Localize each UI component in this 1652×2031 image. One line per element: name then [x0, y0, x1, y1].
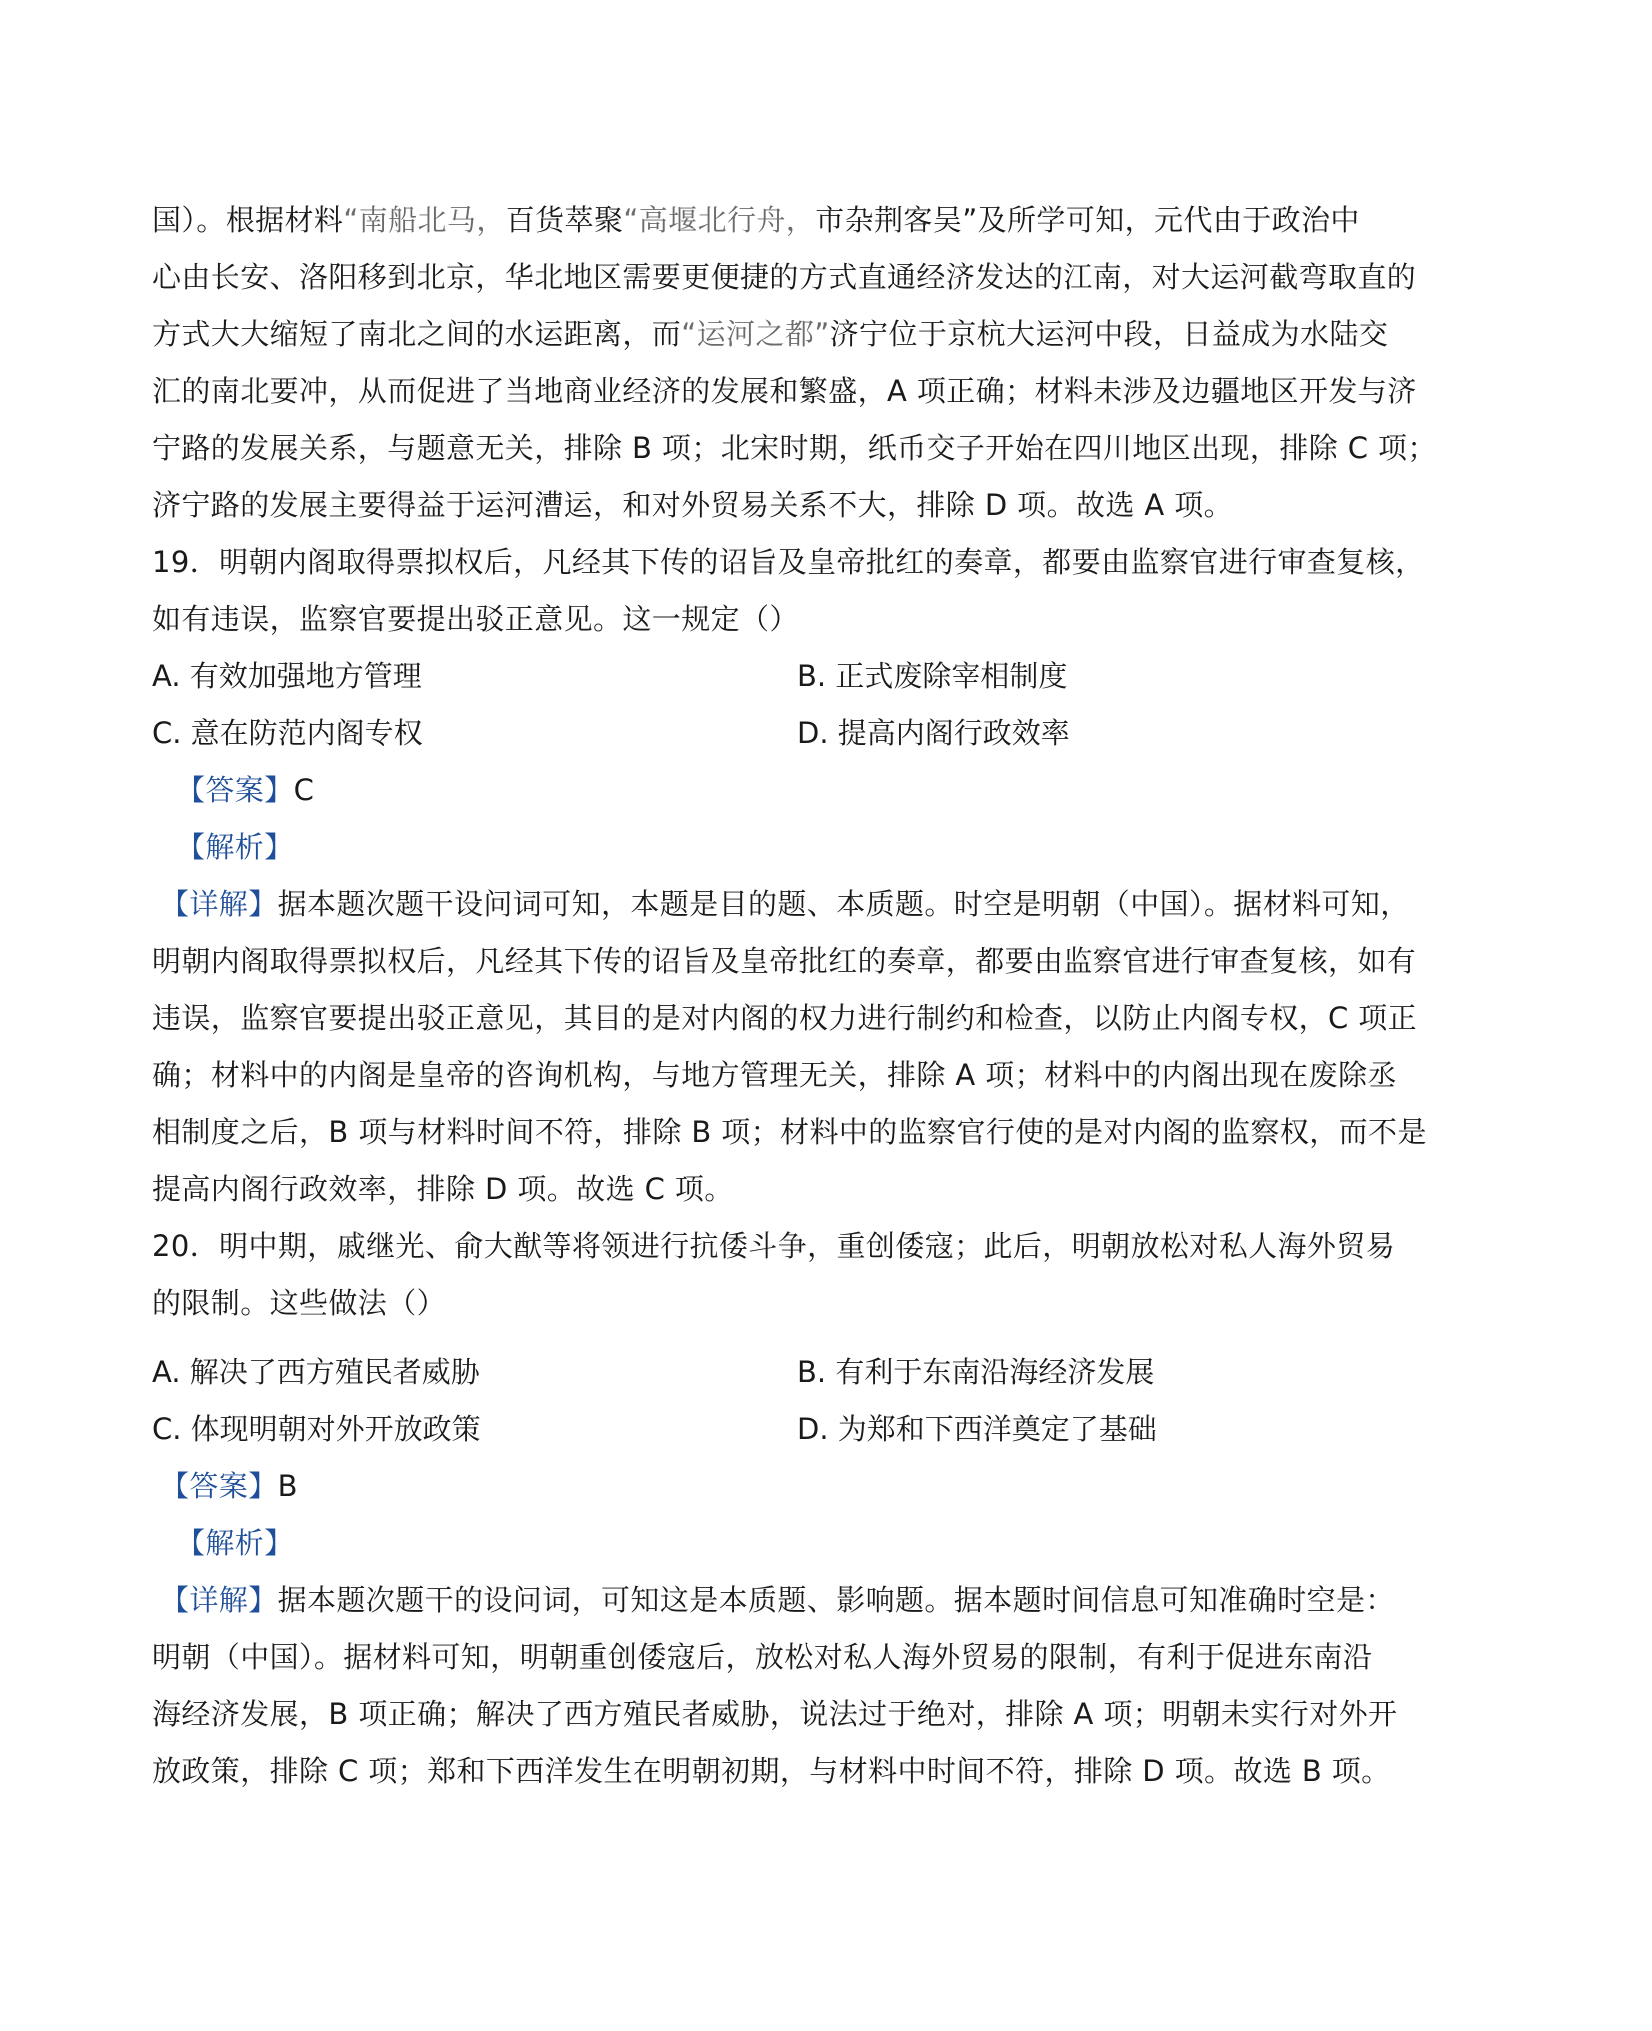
text-line: 宁路的发展关系，与题意无关，排除 B 项；北宋时期，纸币交子开始在四川地区出现，排除 C 项；: [152, 431, 1437, 465]
option-b: B. 有利于东南沿海经济发展: [797, 1355, 1155, 1389]
answer-value: B: [277, 1469, 298, 1503]
options-row: [152, 705, 1407, 762]
answer-line: [152, 1458, 1407, 1515]
analysis-heading: 【解析】: [176, 1526, 294, 1560]
question-stem: 如有违误，监察官要提出驳正意见。这一规定（）: [152, 602, 799, 636]
options-row: [152, 1344, 1407, 1401]
options-row: [152, 648, 1407, 705]
document-page: [152, 192, 1437, 1800]
question-stem: 的限制。这些做法（）: [152, 1286, 447, 1320]
detail-line: 放政策，排除 C 项；郑和下西洋发生在明朝初期，与材料中时间不符，排除 D 项。故选 B 项。: [152, 1754, 1391, 1788]
detail-line: 【详解】据本题次题干设问词可知，本题是目的题、本质题。时空是明朝（中国）。据材料可知，: [160, 887, 1410, 921]
question-19: [152, 534, 1427, 1218]
detail-line: 确；材料中的内阁是皇帝的咨询机构，与地方管理无关，排除 A 项；材料中的内阁出现在废除丞: [152, 1058, 1397, 1092]
detail-line: 违误，监察官要提出驳正意见，其目的是对内阁的权力进行制约和检查，以防止内阁专权，C 项正: [152, 1001, 1418, 1035]
detail-line: 相制度之后，B 项与材料时间不符，排除 B 项；材料中的监察官行使的是对内阁的监察权，而不是: [152, 1115, 1427, 1149]
detail-line: 明朝（中国）。据材料可知，明朝重创倭寇后，放松对私人海外贸易的限制，有利于促进东南沿: [152, 1640, 1373, 1674]
option-b: B. 正式废除宰相制度: [797, 659, 1068, 693]
detail-line: 明朝内阁取得票拟权后，凡经其下传的诏旨及皇帝批红的奏章，都要由监察官进行审查复核，如有: [152, 944, 1417, 978]
detail-line: 提高内阁行政效率，排除 D 项。故选 C 项。: [152, 1172, 734, 1206]
detail-tag: 【详解】: [160, 887, 278, 921]
answer-tag: 【答案】: [160, 1469, 278, 1503]
text-line: 方式大大缩短了南北之间的水运距离，而“运河之都”济宁位于京杭大运河中段，日益成为水陆交: [152, 317, 1389, 351]
answer-line: [152, 762, 1407, 819]
answer-value: C: [293, 773, 315, 807]
question-stem: 20．明中期，戚继光、俞大猷等将领进行抗倭斗争，重创倭寇；此后，明朝放松对私人海外贸易: [152, 1229, 1396, 1263]
text-line: 汇的南北要冲，从而促进了当地商业经济的发展和繁盛，A 项正确；材料未涉及边疆地区开发与济: [152, 374, 1417, 408]
option-c: C. 体现明朝对外开放政策: [152, 1412, 481, 1446]
q18-explanation-tail: [152, 192, 1437, 534]
option-c: C. 意在防范内阁专权: [152, 716, 423, 750]
question-stem: 19．明朝内阁取得票拟权后，凡经其下传的诏旨及皇帝批红的奏章，都要由监察官进行审查复核，: [152, 545, 1425, 579]
options-row: [152, 1401, 1407, 1458]
answer-tag: 【答案】: [176, 773, 294, 807]
detail-line: 【详解】据本题次题干的设问词，可知这是本质题、影响题。据本题时间信息可知准确时空是：: [160, 1583, 1395, 1617]
option-d: D. 提高内阁行政效率: [797, 716, 1070, 750]
spacer: [152, 1332, 1407, 1344]
detail-tag: 【详解】: [160, 1583, 278, 1617]
option-d: D. 为郑和下西洋奠定了基础: [797, 1412, 1157, 1446]
text-line: 心由长安、洛阳移到北京，华北地区需要更便捷的方式直通经济发达的江南，对大运河截弯取直的: [152, 260, 1417, 294]
detail-line: 海经济发展，B 项正确；解决了西方殖民者威胁，说法过于绝对，排除 A 项；明朝未实行对外开: [152, 1697, 1398, 1731]
analysis-heading: 【解析】: [176, 830, 294, 864]
question-20: [152, 1218, 1407, 1800]
text-line: 国）。根据材料“南船北马，百货萃聚“高堰北行舟，市杂荆客吴”及所学可知，元代由于政治中: [152, 203, 1360, 237]
text-line: 济宁路的发展主要得益于运河漕运，和对外贸易关系不大，排除 D 项。故选 A 项。: [152, 488, 1234, 522]
option-a: A. 解决了西方殖民者威胁: [152, 1355, 480, 1389]
option-a: A. 有效加强地方管理: [152, 659, 422, 693]
